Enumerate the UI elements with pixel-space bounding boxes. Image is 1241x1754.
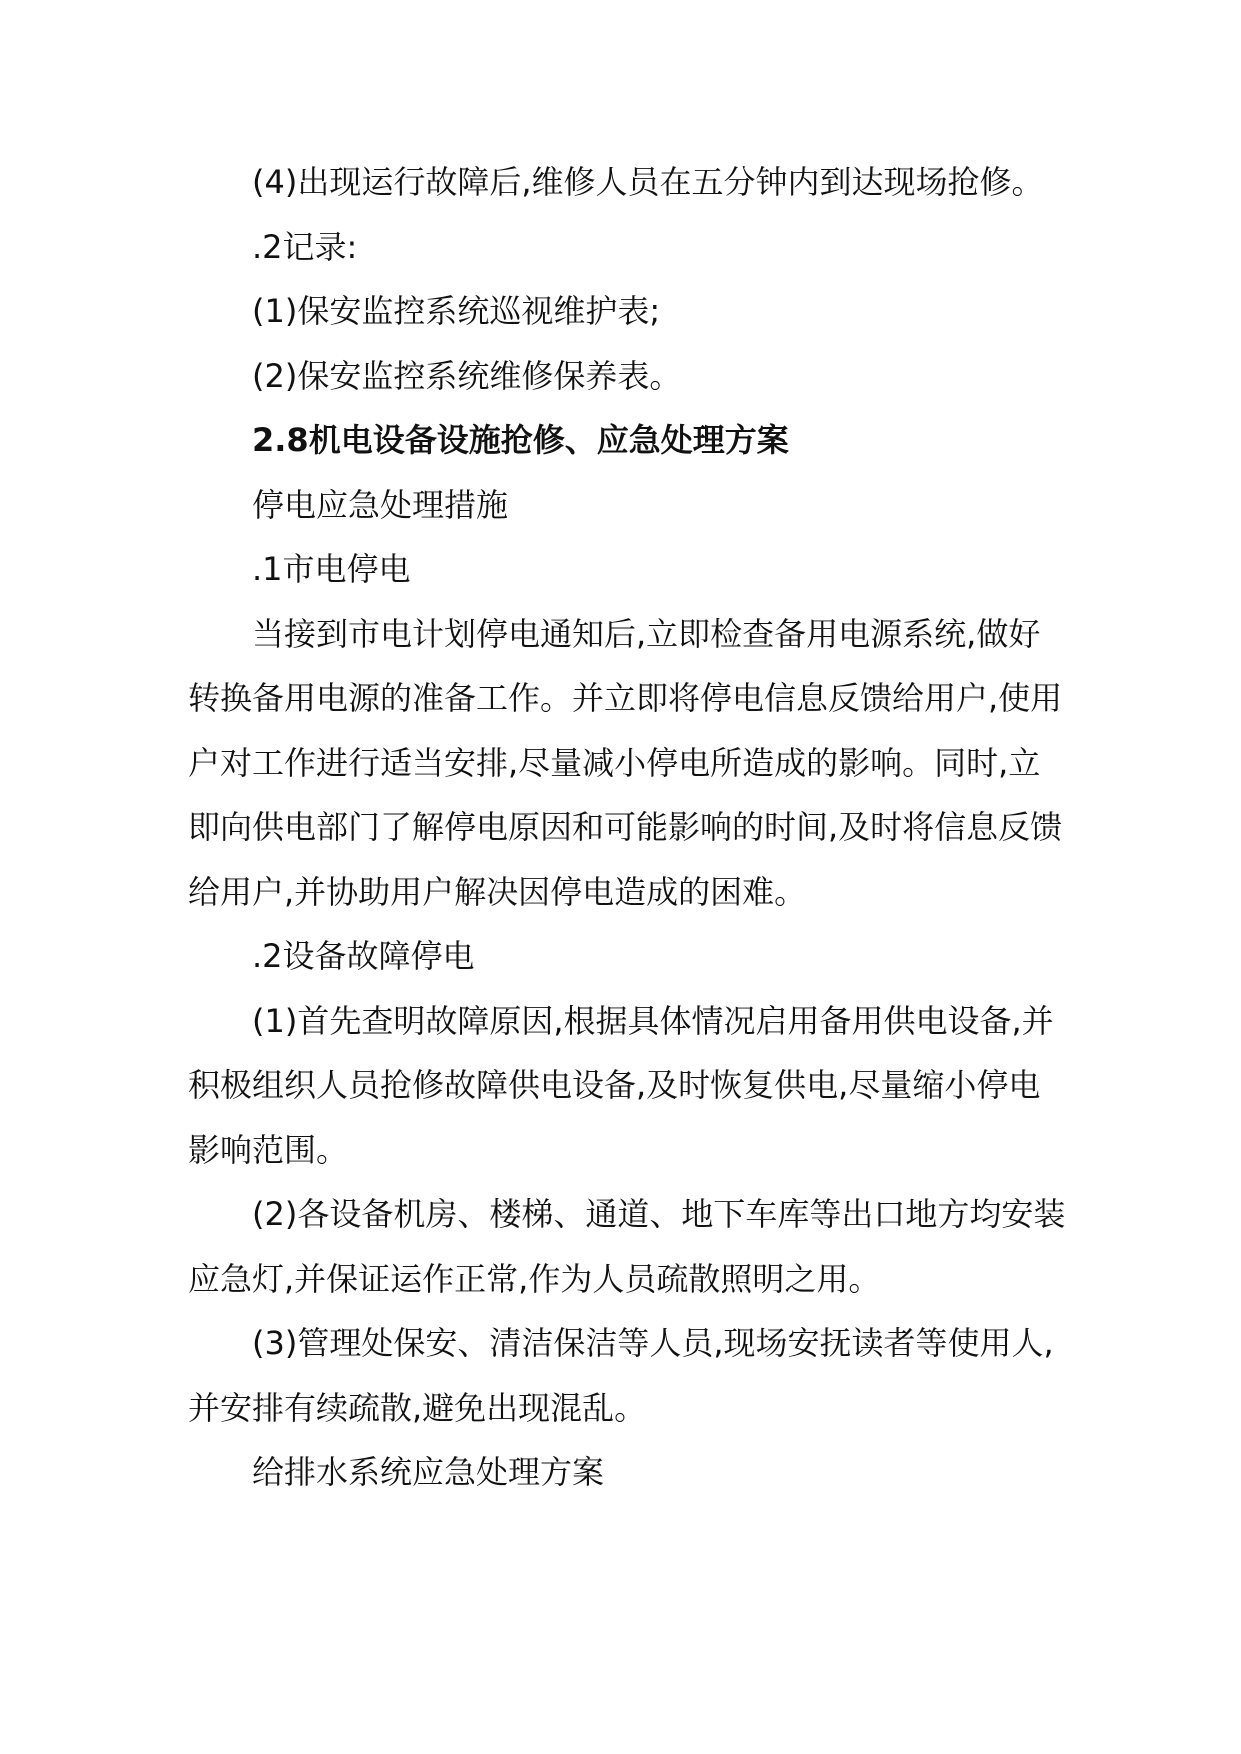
- paragraph-record-patrol-table: (1)保安监控系统巡视维护表;: [252, 292, 661, 330]
- paragraph-records-heading: .2记录:: [252, 227, 358, 266]
- paragraph-city-power-outage: .1市电停电: [252, 550, 411, 588]
- paragraph-fault-step-2: (2)各设备机房、楼梯、通道、地下车库等出口地方均安装应急灯,并保证运作正常,作为人员疏散照明之用。: [188, 1195, 1066, 1298]
- paragraph-maintenance-response: (4)出现运行故障后,维修人员在五分钟内到达现场抢修。: [252, 163, 1044, 201]
- paragraph-fault-step-1: (1)首先查明故障原因,根据具体情况启用备用供电设备,并积极组织人员抢修故障供电设备,及时恢复供电,尽量缩小停电影响范围。: [188, 1001, 1054, 1169]
- section-heading-emergency-plan: 2.8机电设备设施抢修、应急处理方案: [252, 421, 789, 459]
- paragraph-record-repair-table: (2)保安监控系统维修保养表。: [252, 356, 682, 395]
- paragraph-fault-step-3: (3)管理处保安、清洁保洁等人员,现场安抚读者等使用人,并安排有续疏散,避免出现混乱。: [188, 1324, 1054, 1427]
- paragraph-water-system-plan: 给排水系统应急处理方案: [252, 1453, 605, 1491]
- paragraph-power-outage-measures: 停电应急处理措施: [252, 485, 509, 524]
- paragraph-planned-outage-procedure: 当接到市电计划停电通知后,立即检查备用电源系统,做好转换备用电源的准备工作。并立即将停电信息反馈给用户,使用户对工作进行适当安排,尽量减小停电所造成的影响。同时,立即向供电部门了解停电原因和可能影响的时间,及时将信息反馈给用户,并协助用户解决因停电造成的困难。: [188, 614, 1063, 911]
- paragraph-equipment-fault-outage: .2设备故障停电: [252, 937, 475, 975]
- document-body: [188, 150, 1068, 1505]
